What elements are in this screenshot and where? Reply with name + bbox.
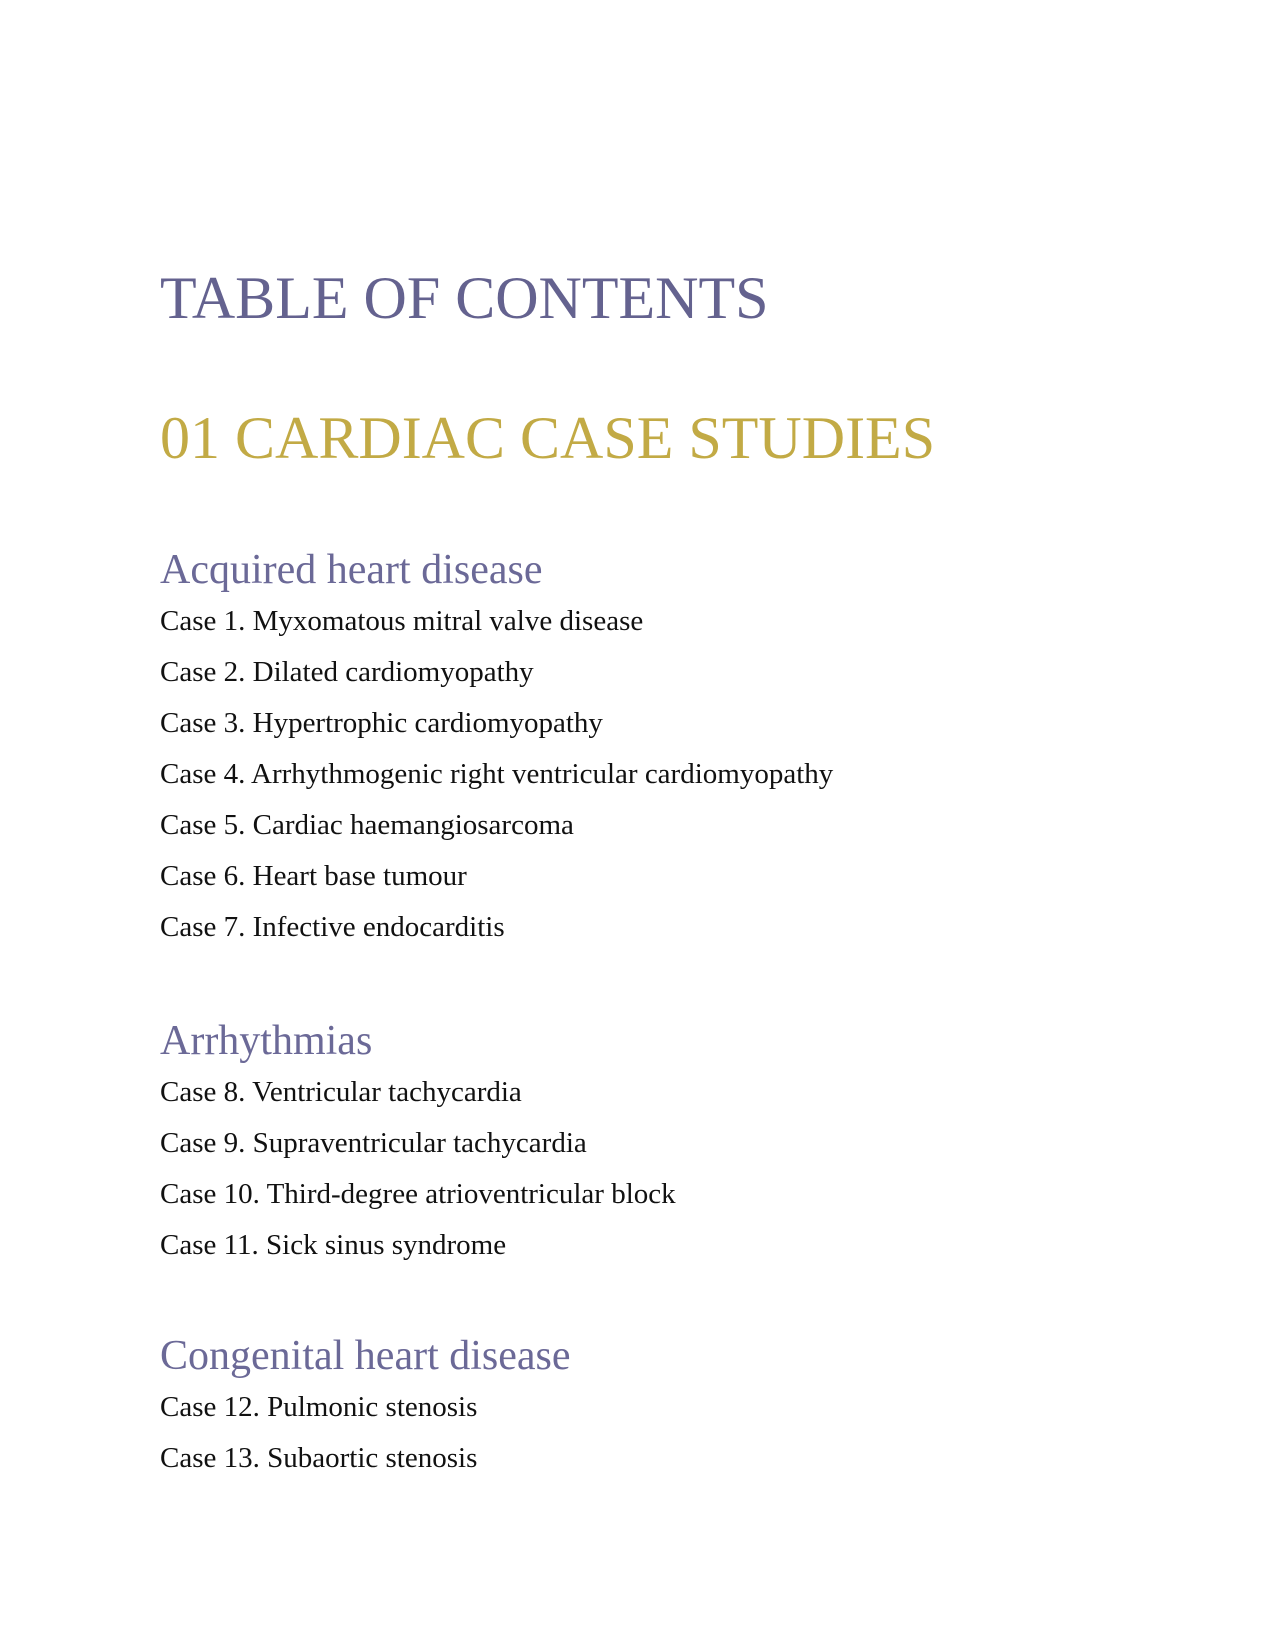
section-arrhythmias [160,1020,1160,1282]
case-item: Case 11. Sick sinus syndrome [160,1229,507,1261]
case-item: Case 9. Supraventricular tachycardia [160,1127,587,1159]
section-heading: Congenital heart disease [160,1333,571,1379]
case-list [160,1078,1160,1260]
case-item: Case 12. Pulmonic stenosis [160,1391,478,1423]
chapter-title: 01 CARDIAC CASE STUDIES [160,405,936,471]
section-heading: Arrhythmias [160,1018,373,1064]
case-item: Case 2. Dilated cardiomyopathy [160,656,534,688]
case-item: Case 1. Myxomatous mitral valve disease [160,605,644,637]
section-acquired-heart-disease [160,549,1160,964]
case-item: Case 5. Cardiac haemangiosarcoma [160,809,574,841]
case-item: Case 13. Subaortic stenosis [160,1442,478,1474]
case-item: Case 8. Ventricular tachycardia [160,1076,522,1108]
case-item: Case 10. Third-degree atrioventricular block [160,1178,676,1210]
case-list [160,1393,1160,1473]
section-congenital-heart-disease [160,1335,1160,1495]
case-item: Case 3. Hypertrophic cardiomyopathy [160,707,603,739]
section-heading: Acquired heart disease [160,547,543,593]
toc-title: TABLE OF CONTENTS [160,265,769,331]
case-item: Case 7. Infective endocarditis [160,911,505,943]
case-list [160,607,1160,942]
case-item: Case 4. Arrhythmogenic right ventricular cardiomyopathy [160,758,834,790]
case-item: Case 6. Heart base tumour [160,860,467,892]
